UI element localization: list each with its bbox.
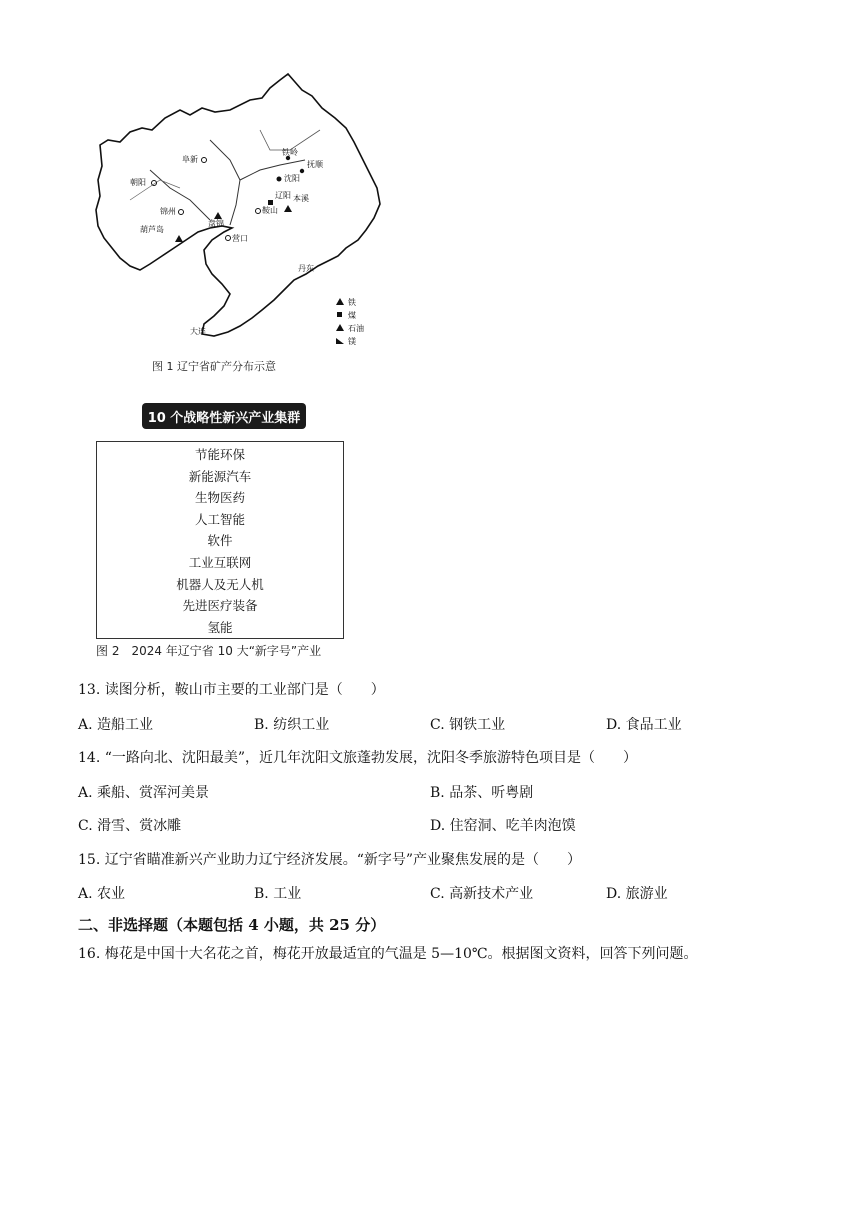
industry-item: 新能源汽车 — [188, 468, 252, 484]
city-label-liaoyang: 辽阳 — [275, 191, 291, 200]
svg-text:煤: 煤 — [348, 311, 356, 320]
city-label-anshan: 鞍山 — [262, 206, 278, 215]
q15-option-a[interactable]: A. 农业 — [78, 886, 126, 902]
industry-list — [97, 442, 343, 638]
coal-deposit-icon — [268, 200, 273, 205]
q14-option-c[interactable]: C. 滑雪、赏冰雕 — [78, 818, 182, 834]
city-label-huludao: 葫芦岛 — [140, 225, 164, 234]
city-label-benxi: 本溪 — [293, 194, 309, 203]
industry-item: 先进医疗装备 — [182, 598, 258, 614]
q15-stem: 15. 辽宁省瞄准新兴产业助力辽宁经济发展。“新字号”产业聚焦发展的是（ ） — [78, 852, 582, 868]
city-label-tieling: 铁岭 — [282, 148, 298, 157]
iron-deposit-icon — [284, 205, 292, 212]
river-daling — [150, 170, 210, 220]
city-label-fuxin: 阜新 — [182, 155, 198, 164]
q14-option-d[interactable]: D. 住窑洞、吃羊肉泡馍 — [430, 818, 576, 834]
city-label-chaoyang: 朝阳 — [130, 178, 146, 187]
svg-text:镁: 镁 — [348, 337, 356, 346]
q13-option-d[interactable]: D. 食品工业 — [606, 717, 682, 733]
figure2-caption: 图 2 2024 年辽宁省 10 大“新字号”产业 — [96, 644, 322, 658]
svg-text:石油: 石油 — [348, 324, 364, 333]
industry-item: 氢能 — [207, 619, 233, 635]
section2-title: 二、非选择题（本题包括 4 小题，共 25 分） — [78, 916, 386, 934]
province-outline — [96, 74, 380, 336]
q13-option-b[interactable]: B. 纺织工业 — [254, 717, 330, 733]
city-label-dandong: 丹东 — [298, 264, 314, 273]
q13-option-c[interactable]: C. 钢铁工业 — [430, 717, 506, 733]
city-markers — [130, 147, 324, 336]
river-liao — [210, 140, 240, 225]
industry-item: 节能环保 — [194, 447, 245, 462]
liaoning-mineral-map — [90, 70, 390, 355]
q15-option-d[interactable]: D. 旅游业 — [606, 886, 668, 902]
q13-stem: 13. 读图分析，鞍山市主要的工业部门是（ ） — [78, 682, 385, 698]
iron-deposit-icon — [214, 212, 222, 219]
figure1-caption: 图 1 辽宁省矿产分布示意 — [152, 360, 276, 373]
q14-stem: 14. “一路向北、沈阳最美”，近几年沈阳文旅蓬勃发展，沈阳冬季旅游特色项目是（ ） — [78, 750, 638, 766]
q15-option-c[interactable]: C. 高新技术产业 — [430, 886, 534, 902]
industry-item: 生物医药 — [194, 490, 245, 506]
svg-text:铁: 铁 — [348, 298, 356, 307]
industry-item: 机器人及无人机 — [176, 576, 264, 592]
q15-option-b[interactable]: B. 工业 — [254, 886, 302, 902]
q16-stem: 16. 梅花是中国十大名花之首，梅花开放最适宜的气温是 5—10℃。根据图文资料，回答下列问题。 — [78, 946, 698, 962]
industry-cluster-box — [96, 441, 344, 639]
city-label-fushun: 抚顺 — [307, 160, 323, 169]
figure2-title: 10 个战略性新兴产业集群 — [142, 403, 306, 429]
industry-item: 人工智能 — [194, 511, 245, 527]
city-label-jinzhou: 锦州 — [160, 207, 176, 216]
industry-item: 软件 — [207, 533, 233, 549]
industry-item: 工业互联网 — [188, 554, 252, 570]
q14-option-a[interactable]: A. 乘船、赏浑河美景 — [78, 785, 210, 801]
city-label-shenyang: 沈阳 — [284, 174, 300, 183]
city-label-dalian: 大连 — [190, 327, 206, 336]
river-yalu — [260, 130, 320, 150]
city-label-yingkou: 营口 — [232, 234, 248, 243]
oil-deposit-icon — [175, 235, 183, 242]
map-legend — [336, 297, 364, 346]
map-svg — [90, 70, 390, 355]
q13-option-a[interactable]: A. 造船工业 — [78, 717, 154, 733]
q14-option-b[interactable]: B. 品茶、听粤剧 — [430, 785, 534, 801]
city-label-panjin: 盘锦 — [208, 219, 224, 228]
